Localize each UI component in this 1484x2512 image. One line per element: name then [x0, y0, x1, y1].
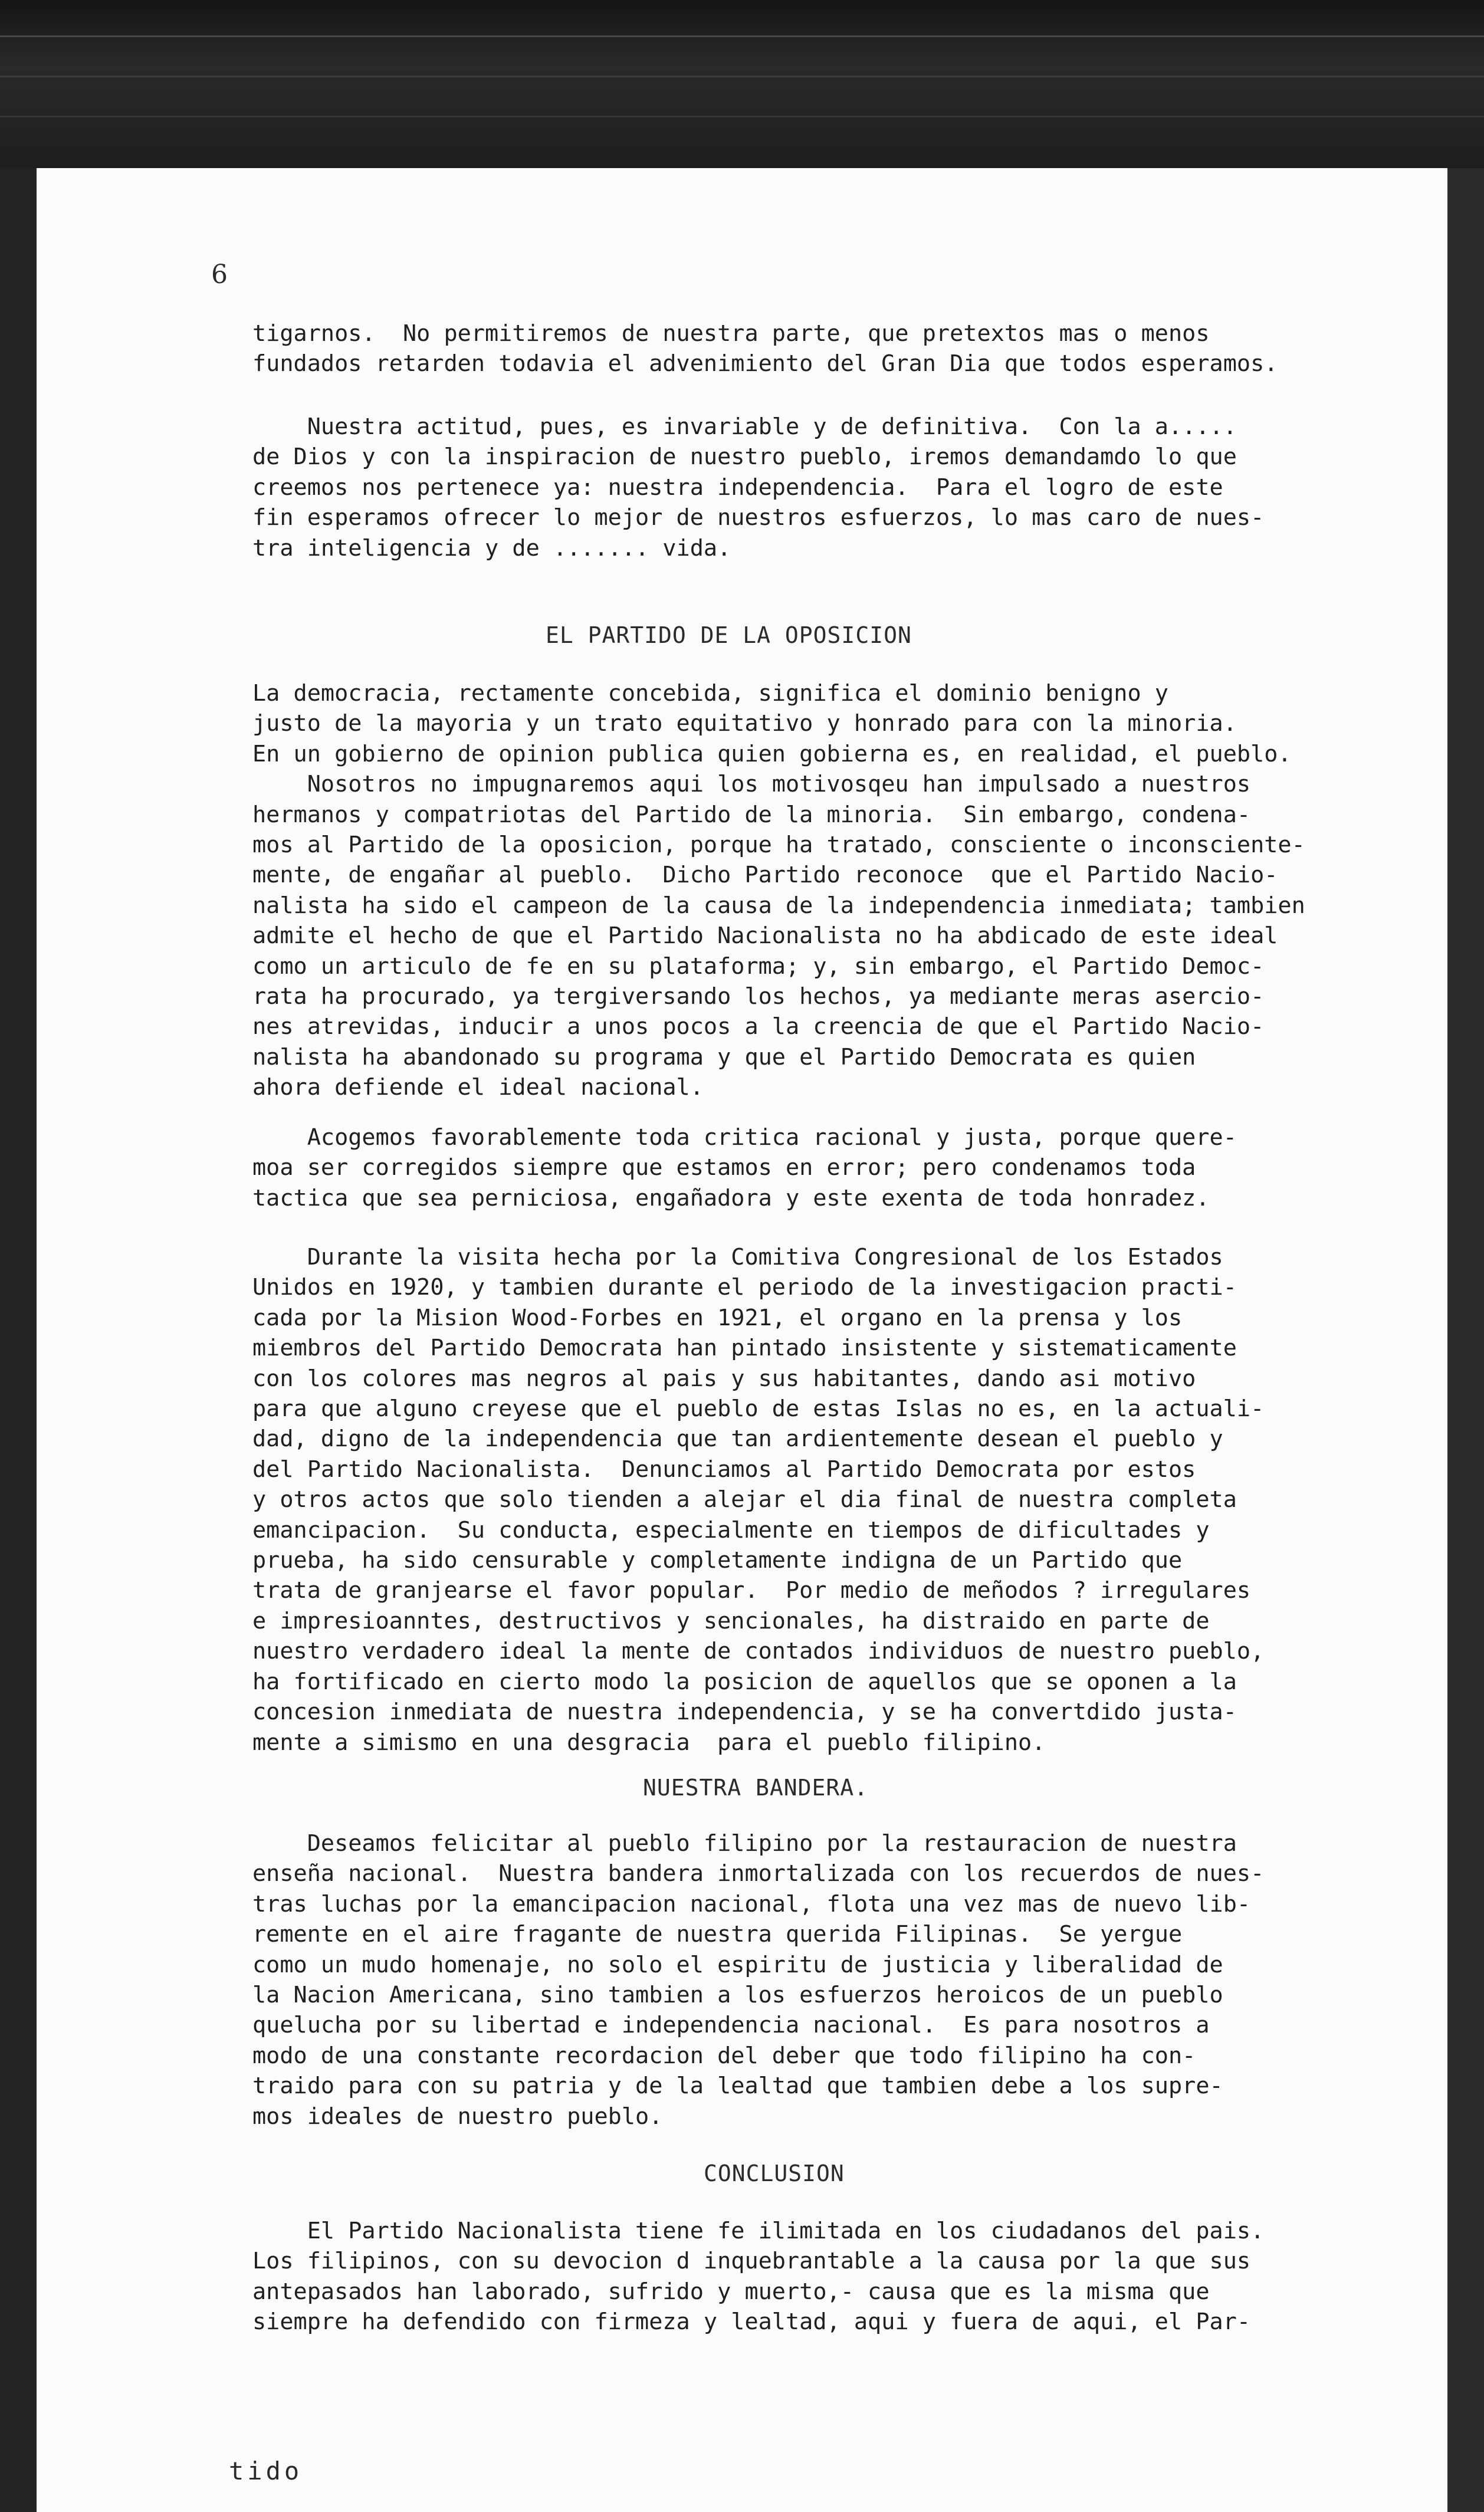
paragraph-continuation: tigarnos. No permitiremos de nuestra parte, que pretextos mas o menos fundados retarden todavia el advenimiento del Gran Dia que todos esperamos. — [252, 320, 1278, 377]
film-border-top — [0, 0, 1484, 168]
paragraph-actitud: Nuestra actitud, pues, es invariable y de definitiva. Con la a..... de Dios y con la inspiracion de nuestro pueblo, iremos demandamdo lo que creemos nos pertenece ya: nuestra independencia. Para el logro de este fin esperamos ofrecer lo mejor de nuestros esfuerzos, lo mas caro de nues- tra inteligencia y de ....... vida. — [252, 413, 1265, 561]
paragraph-comitiva: Durante la visita hecha por la Comitiva Congresional de los Estados Unidos en 1920, y tambien durante el periodo de la investigacion practi- cada por la Mision Wood-Forbes en 1921, el organo en la prensa y los miembros del Partido Democrata han pintado insistente y sistematicamente con los colores mas negros al pais y sus habitantes, dando asi motivo para que alguno creyese que el pueblo de estas Islas no es, en la actuali- dad, digno de la independencia que tan ardientemente desean el pueblo y del Partido Nacionalista. Denunciamos al Partido Democrata por estos y otros actos que solo tienden a alejar el dia final de nuestra completa emancipacion. Su conducta, especialmente en tiempos de dificultades y prueba, ha sido censurable y completamente indigna de un Partido que trata de granjearse el favor popular. Por medio de meñodos ? irregulares e impresioanntes, destructivos y sencionales, ha distraido en parte de nuestro verdadero ideal la mente de contados individuos de nuestro pueblo, ha fortificado en cierto modo la posicion de aquellos que se oponen a la concesion inmediata de nuestra independencia, y se ha convertdido justa- mente a simismo en una desgracia para el pueblo filipino. — [252, 1244, 1265, 1756]
page-number: 6 — [211, 260, 228, 290]
film-border-left — [0, 168, 37, 2512]
paragraph-bandera: Deseamos felicitar al pueblo filipino por la restauracion de nuestra enseña nacional. Nuestra bandera inmortalizada con los recuerdos de nues- tras luchas por la emancipacion nacional, flota una vez mas de nuevo lib- remente en el aire fragante de nuestra querida Filipinas. Se yergue como un mudo homenaje, no solo el espiritu de justicia y liberalidad de la Nacion Americana, sino tambien a los esfuerzos heroicos de un pueblo quelucha por su libertad e independencia nacional. Es para nosotros a modo de una constante recordacion del deber que todo filipino ha con- traido para con su patria y de la lealtad que tambien debe a los supre- mos ideales de nuestro pueblo. — [252, 1830, 1265, 2130]
paragraph-democracia: La democracia, rectamente concebida, significa el dominio benigno y justo de la mayoria y un trato equitativo y honrado para con la minoria. En un gobierno de opinion publica quien gobierna es, en realidad, el pueblo. Nosotros no impugnaremos aqui los motivosqeu han impulsado a nuestros hermanos y compatriotas del Partido de la minoria. Sin embargo, condena- mos al Partido de la oposicion, porque ha tratado, consciente o inconsciente- mente, de engañar al pueblo. Dicho Partido reconoce que el Partido Nacio- nalista ha sido el campeon de la causa de la independencia inmediata; tambien admite el hecho de que el Partido Nacionalista no ha abdicado de este ideal como un articulo de fe en su plataforma; y, sin embargo, el Partido Democ- rata ha procurado, ya tergiversando los hechos, ya mediante meras asercio- nes atrevidas, inducir a unos pocos a la creencia de que el Partido Nacio- nalista ha abandonado su programa y que el Partido Democrata es quien ahora defiende el ideal nacional. — [252, 680, 1305, 1101]
page-footer-catchword: tido — [229, 2457, 303, 2485]
film-border-right — [1447, 168, 1484, 2512]
film-scratch — [0, 75, 1484, 77]
heading-conclusion: CONCLUSION — [704, 2160, 845, 2186]
film-scratch — [0, 116, 1484, 117]
film-scratch — [0, 35, 1484, 37]
paragraph-conclusion: El Partido Nacionalista tiene fe ilimitada en los ciudadanos del pais. Los filipinos, con su devocion d inquebrantable a la causa por la que sus antepasados han laborado, sufrido y muerto,- causa que es la misma que siempre ha defendido con firmeza y lealtad, aqui y fuera de aqui, el Par- — [252, 2218, 1265, 2336]
heading-oposicion: EL PARTIDO DE LA OPOSICION — [546, 622, 912, 648]
paragraph-critica: Acogemos favorablemente toda critica racional y justa, porque quere- moa ser corregidos siempre que estamos en error; pero condenamos toda tactica que sea perniciosa, engañadora y este exenta de toda honradez. — [252, 1124, 1237, 1211]
heading-bandera: NUESTRA BANDERA. — [643, 1775, 869, 1801]
